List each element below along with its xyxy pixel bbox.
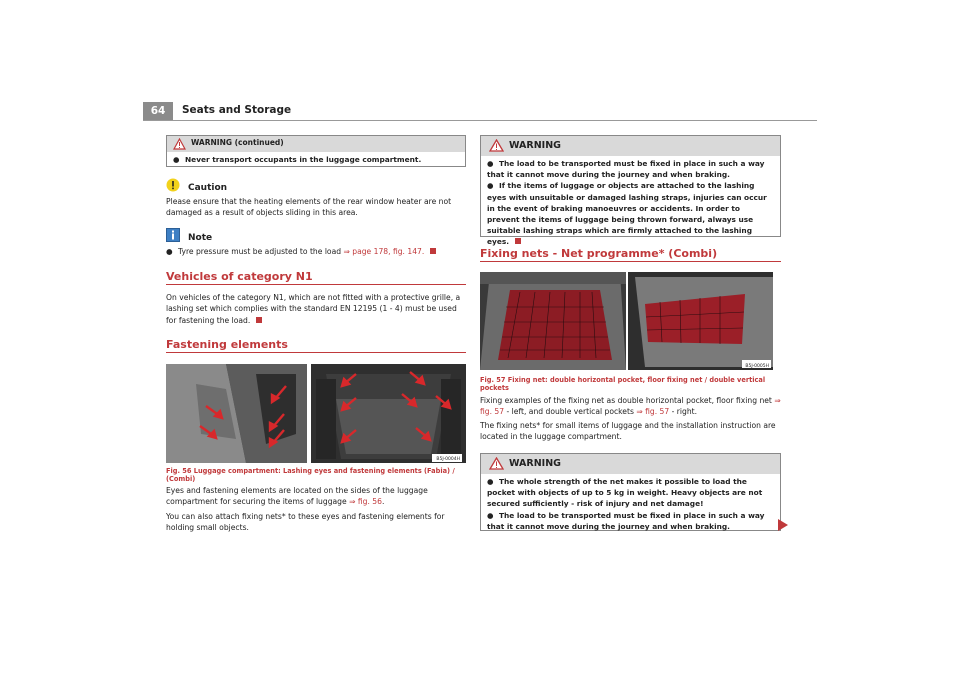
fig57-link[interactable]: ⇒ fig. 57 [480,396,781,417]
fig56-link[interactable]: ⇒ fig. 56 [349,497,382,507]
fig57-link[interactable]: ⇒ fig. 57 [636,407,670,417]
section-title-fastening: Fastening elements [166,338,288,351]
warning-item-text: The load to be transported must be fixed in place in such a way that it cannot move during the journey and when braking. [487,510,765,531]
nets-para1 [480,395,781,418]
warning-triangle-icon [173,138,186,150]
nets-para2: The fixing nets* for small items of luggage and the installation instruction are located in the luggage compartment. [480,421,776,442]
warning-item-text: The load to be transported must be fixed in place in such a way that it cannot move during the journey and when braking. [487,159,765,180]
figure-56 [166,364,466,463]
section-title-nets: Fixing nets - Net programme* (Combi) [480,247,718,260]
section-rule [166,352,466,353]
note-item-text: Tyre pressure must be adjusted to the load [178,247,344,256]
note-title: Note [188,233,213,243]
warning-bar [481,454,780,474]
bullet-dot: ● [166,247,173,256]
fastening-para1: Eyes and fastening elements are located on the sides of the luggage compartment for securing the items of luggage ⇒ fig. 56. [166,486,428,507]
note-icon [166,228,180,242]
warning-triangle-icon [489,139,504,152]
caution-text: Please ensure that the heating elements of the rear window heater are not damaged as a result of objects sliding in this area. [166,197,452,218]
end-mark-icon [256,317,262,323]
list-item: ● Never transport occupants in the luggage compartment. [173,155,422,164]
warning-continued-bar [167,136,465,152]
section-title-n1: Vehicles of category N1 [166,270,313,283]
warning-box-1 [480,135,781,247]
list-item: ● The load to be transported must be fixed in place in such a way that it cannot move during the journey and when braking. [487,159,765,180]
warning-item-text: If the items of luggage or objects are attached to the lashing eyes with unsuitable or damaged lashing straps, injuries can occur in the event of braking manoeuvres or accidents. In order to prevent the items of luggage being thrown forward, always use suitable lashing straps which are firmly attached to the lashing eyes. [487,181,767,247]
figure-code: B5J-0005H [745,364,769,369]
warning-label: WARNING [509,458,561,469]
caution-icon [166,178,180,192]
fastening-para1-text: Eyes and fastening elements are located on the sides of the luggage compartment for securing the items of luggage [166,486,428,507]
section-rule [166,284,466,285]
warning-continued-label: WARNING (continued) [191,138,284,147]
header-rule [143,120,817,121]
list-item: ● The whole strength of the net makes it possible to load the pocket with objects of up to 5 kg in weight. Heavy objects are not secured sufficiently - risk of injury and net damage! [487,477,763,509]
warning-item-text: Never transport occupants in the luggage compartment. [185,155,422,164]
list-item: ● The load to be transported must be fixed in place in such a way that it cannot move during the journey and when braking. [487,510,765,531]
figure-57-caption: Fig. 57 Fixing net: double horizontal pocket, floor fixing net / double vertical pockets [480,376,766,392]
warning-bar [481,136,780,156]
fixing-net-photo [480,272,773,370]
figure-code: B5J-0004H [436,457,460,462]
warning-item-text: The whole strength of the net makes it possible to load the pocket with objects of up to 5 kg in weight. Heavy objects are not secured sufficiently - risk of injury and net damage! [487,477,763,509]
section-rule [480,261,781,262]
nets-para1-text: - left, and double vertical pockets [504,407,637,417]
warning-triangle-icon [489,457,504,470]
running-title: Seats and Storage [182,104,292,116]
end-mark-icon [430,248,436,254]
end-mark-icon [515,238,521,244]
note-page-link[interactable]: ⇒ page 178, fig. 147. [343,247,425,256]
warning-label: WARNING [509,140,561,151]
figure-56-caption: Fig. 56 Luggage compartment: Lashing eyes and fastening elements (Fabia) / (Combi) [166,467,455,483]
figure-57 [480,272,773,370]
warning-box-2 [480,453,781,531]
warning-continued-box [166,135,466,167]
section-n1-paragraph: On vehicles of the category N1, which are not fitted with a protective grille, a lashing set which complies with the standard EN 12195 (1 - 4) must be used for fastening the load. [166,293,461,325]
section-n1-text [166,292,466,326]
list-item: ● If the items of luggage or objects are attached to the lashing eyes with unsuitable or damaged lashing straps, injuries can occur in the event of braking manoeuvres or accidents. In order to prevent the items of luggage being thrown forward, always use suitable lashing straps which are firmly attached to the lashing eyes. [487,181,767,247]
page-number: 64 [143,102,173,120]
nets-para1-text: Fixing examples of the fixing net as double horizontal pocket, floor fixing net [480,396,775,405]
caution-title: Caution [188,183,228,193]
continue-arrow-icon [778,519,788,531]
luggage-compartment-photo [166,364,466,463]
fastening-para2: You can also attach fixing nets* to these eyes and fastening elements for holding small objects. [166,512,445,533]
note-item [166,246,466,257]
nets-para1-text: - right. [669,407,698,417]
